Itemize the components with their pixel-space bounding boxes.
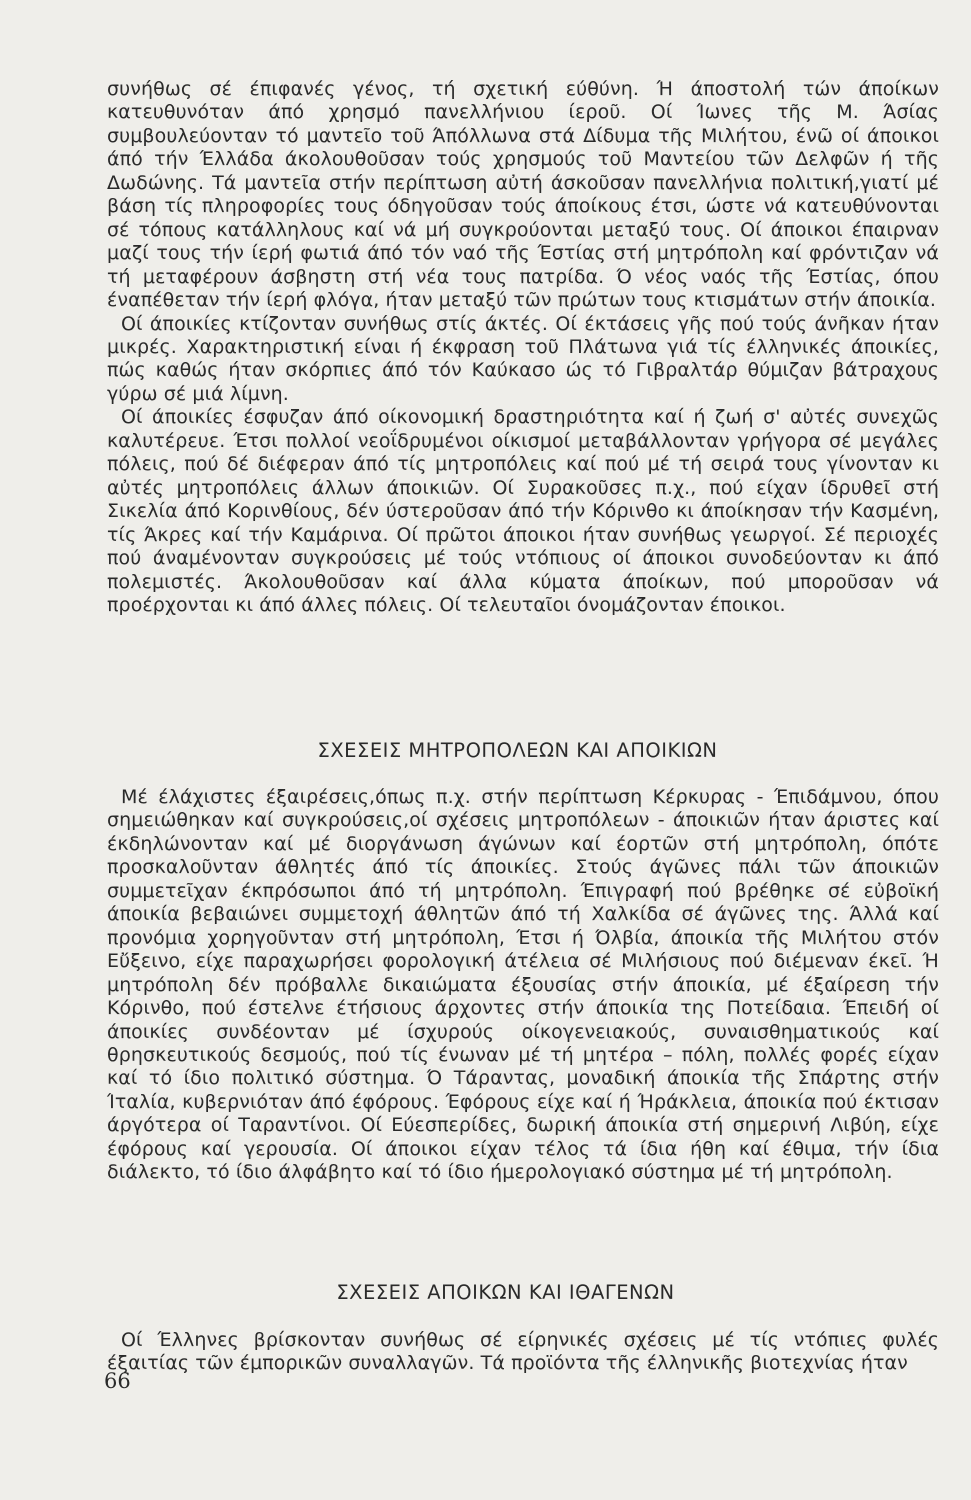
paragraph: Μέ έλάχιστες έξαιρέσεις,όπως π.χ. στήν περίπτωση Κέρκυρας - Έπιδάμνου, όπου σημειώθηκαν καί συγκρούσεις,οί σχέσεις μητροπόλεων - άποικιῶν ήταν άριστες καί έκδηλώνονταν καί μέ διοργάνωση άγώνων καί έορτῶν στή μητρόπολη, όπότε προσκαλοῦνταν άθλητές άπό τίς άποικίες. Στούς άγῶνες πάλι τῶν άποικιῶν συμμετεῖχαν έκπρόσωποι άπό τή μητρόπολη. Έπιγραφή πού βρέθηκε σέ εὐβοϊκή άποικία βεβαιώνει συμμετοχή άθλητῶν άπό τή Χαλκίδα σέ άγῶνες της. Άλλά καί προνόμια χορηγοῦνταν στή μητρόπολη, Έτσι ή Όλβία, άποικία τῆς Μιλήτου στόν Εὔξεινο, είχε παραχωρήσει φορολογική άτέλεια σέ Μιλήσιους πού διέμεναν έκεῖ. Ή μητρόπολη δέν πρόβαλλε δικαιώματα έξουσίας στήν άποικία, μέ έξαίρεση τήν Κόρινθο, πού έστελνε έτήσιους άρχοντες στήν άποικία της Ποτείδαια. Έπειδή οί άποικίες συνδέονταν μέ ίσχυρούς οίκογενειακούς, συναισθηματικούς καί θρησκευτικούς δεσμούς, πού τίς ένωναν μέ τή μητέρα – πόλη, πολλές φορές είχαν καί τό ίδιο πολιτικό σύστημα. Ό Τάραντας, μοναδική άποικία τῆς Σπάρτης στήν Ίταλία, κυβερνιόταν άπό έφόρους. Έφόρους είχε καί ή Ήράκλεια, άποικία πού έκτισαν άργότερα οί Ταραντίνοι. Οί Εύεσπερίδες, δωρική άποικία στή σημερινή Λιβύη, είχε έφόρους καί γερουσία. Οί άποικοι είχαν τέλος τά ίδια ήθη καί έθιμα, τήν ίδια διάλεκτο, τό ίδιο άλφάβητο καί τό ίδιο ήμερολογιακό σύστημα μέ τή μητρόπολη. bbox=[107, 786, 939, 1184]
paragraph: Οί Έλληνες βρίσκονταν συνήθως σέ είρηνικές σχέσεις μέ τίς ντόπιες φυλές έξαιτίας τῶν έμπορικῶν συναλλαγῶν. Τά προϊόντα τῆς έλληνικῆς βιοτεχνίας ήταν bbox=[107, 1329, 939, 1375]
paragraph: Οί άποικίες έσφυζαν άπό οίκονομική δραστηριότητα καί ή ζωή σ' αὐτές συνεχῶς καλυτέρευε. Έτσι πολλοί νεοΐδρυμένοι οίκισμοί μεταβάλλονταν γρήγορα σέ μεγάλες πόλεις, πού δέ διέφεραν άπό τίς μητροπόλεις καί πού μέ τή σειρά τους γίνονταν κι αὐτές μητροπόλεις άλλων άποικιῶν. Οί Συρακοῦσες π.χ., πού είχαν ίδρυθεῖ στή Σικελία άπό Κορινθίους, δέν ύστεροῦσαν άπό τήν Κόρινθο κι άποίκησαν τήν Κασμένη, τίς Άκρες καί τήν Καμάρινα. Οί πρῶτοι άποικοι ήταν συνήθως γεωργοί. Σέ περιοχές πού άναμένονταν συγκρούσεις μέ τούς ντόπιους οί άποικοι συνοδεύονταν κι άπό πολεμιστές. Άκολουθοῦσαν καί άλλα κύματα άποίκων, πού μποροῦσαν νά προέρχονται κι άπό άλλες πόλεις. Οί τελευταῖοι όνομάζονταν έποικοι. bbox=[107, 406, 939, 616]
section-heading-metropoleis: ΣΧΕΣΕΙΣ ΜΗΤΡΟΠΟΛΕΩΝ ΚΑΙ ΑΠΟΙΚΙΩΝ bbox=[317, 739, 718, 762]
section-metropoleis-text bbox=[107, 786, 939, 1185]
section-heading-natives: ΣΧΕΣΕΙΣ ΑΠΟΙΚΩΝ ΚΑΙ ΙΘΑΓΕΝΩΝ bbox=[336, 1281, 675, 1304]
paragraph: συνήθως σέ έπιφανές γένος, τή σχετική εύθύνη. Ή άποστολή τών άποίκων κατευθυνόταν άπό χρησμό πανελλήνιου ίεροῦ. Οί Ίωνες τῆς Μ. Άσίας συμβουλεύονταν τό μαντεῖο τοῦ Άπόλλωνα στά Δίδυμα τῆς Μιλήτου, ένῶ οί άποικοι άπό τήν Έλλάδα άκολουθοῦσαν τούς χρησμούς τοῦ Μαντείου τῶν Δελφῶν ή τῆς Δωδώνης. Τά μαντεῖα στήν περίπτωση αὐτή άσκοῦσαν πανελλήνια πολιτική,γιατί μέ βάση τίς πληροφορίες τους όδηγοῦσαν τούς άποίκους έτσι, ώστε νά κατευθύνονται σέ τόπους κατάλληλους καί νά μή συγκρούονται μεταξύ τους. Οί άποικοι έπαιρναν μαζί τους τήν ίερή φωτιά άπό τόν ναό τῆς Έστίας στή μητρόπολη καί φρόντιζαν νά τή μεταφέρουν άσβηστη στή νέα τους πατρίδα. Ό νέος ναός τῆς Έστίας, όπου έναπέθεταν τήν ίερή φλόγα, ήταν μεταξύ τῶν πρώτων τους κτισμάτων στήν άποικία. bbox=[107, 78, 939, 312]
paragraph: Οί άποικίες κτίζονταν συνήθως στίς άκτές. Οί έκτάσεις γῆς πού τούς άνῆκαν ήταν μικρές. Χαρακτηριστική είναι ή έκφραση τοῦ Πλάτωνα γιά τίς έλληνικές άποικίες, πώς καθώς ήταν σκόρπιες άπό τόν Καύκασο ώς τό Γιβραλτάρ θύμιζαν βάτραχους γύρω σέ μιά λίμνη. bbox=[107, 312, 939, 405]
section-colonization-text bbox=[107, 78, 939, 617]
section-natives-text bbox=[107, 1329, 939, 1376]
page-number: 66 bbox=[104, 1369, 131, 1393]
